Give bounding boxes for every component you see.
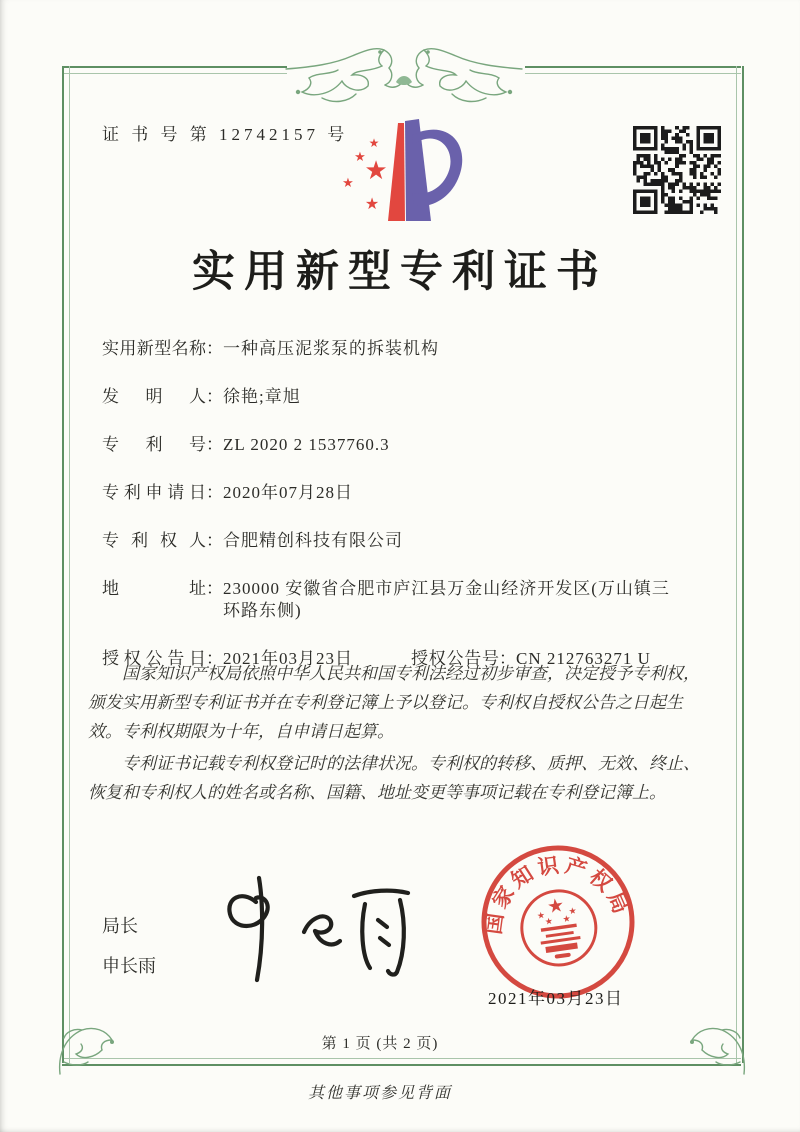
frame-top-right-segment	[525, 66, 741, 74]
field-value: 徐艳;章旭	[223, 387, 301, 406]
field-label: 地址	[102, 579, 206, 598]
grant-row: 授权公告日 ： 2021年03月23日 授权公告号 ： CN 212763271 U	[102, 649, 651, 668]
seal-date: 2021年03月23日	[488, 989, 624, 1008]
cnipa-seal-icon	[478, 842, 638, 1002]
field-row-invention-name: 实用新型名称 ： 一种高压泥浆泵的拆装机构	[102, 339, 439, 358]
director-signature-icon	[212, 868, 422, 988]
field-value: 2020年07月28日	[223, 483, 353, 502]
field-label: 实用新型名称	[102, 339, 206, 358]
fields-block	[102, 338, 722, 670]
svg-text:★: ★	[354, 149, 366, 164]
certificate-title: 实用新型专利证书	[192, 249, 608, 296]
cnipa-logo-icon	[330, 103, 475, 235]
svg-text:★: ★	[544, 915, 554, 927]
field-label: 发明人	[102, 387, 206, 406]
national-emblem-icon	[517, 886, 601, 970]
field-row-patent-number: 专利号 ： ZL 2020 2 1537760.3	[102, 435, 390, 454]
svg-text:★: ★	[364, 156, 388, 185]
field-value: ZL 2020 2 1537760.3	[223, 435, 390, 454]
qr-code	[633, 126, 721, 214]
field-row-patentee: 专利权人 ： 合肥精创科技有限公司	[102, 531, 403, 550]
back-side-note: 其他事项参见背面	[307, 1083, 452, 1102]
field-row-address: 地址 ： 230000 安徽省合肥市庐江县万金山经济开发区(万山镇三环路东侧)	[102, 578, 722, 622]
legal-paragraph-1: 国家知识产权局依照中华人民共和国专利法经过初步审查，决定授予专利权，颁发实用新型专利证书并在专利登记簿上予以登记。专利权自授权公告之日起生效。专利权期限为十年，自申请日起算。	[88, 664, 700, 743]
page-number: 第 1 页 (共 2 页)	[321, 1036, 439, 1052]
svg-text:★: ★	[368, 136, 380, 150]
signer-title: 局长	[102, 916, 138, 936]
svg-text:★: ★	[561, 913, 572, 925]
signer-block	[102, 906, 156, 986]
svg-text:★: ★	[567, 905, 578, 917]
field-row-filing-date: 专利申请日 ： 2020年07月28日	[102, 483, 353, 502]
grant-date-label: 授权公告日	[102, 649, 206, 668]
legal-paragraph-2: 专利证书记载专利权登记时的法律状况。专利权的转移、质押、无效、终止、恢复和专利权人的姓名或名称、国籍、地址变更等事项记载在专利登记簿上。	[88, 753, 700, 803]
grant-date-value: 2021年03月23日	[223, 649, 353, 668]
grant-number-value: CN 212763271 U	[516, 649, 651, 668]
legal-text-block	[88, 660, 716, 810]
certificate-number: 证 书 号 第 12742157 号	[102, 125, 349, 144]
frame-right-line	[736, 66, 744, 1063]
frame-top-left-segment	[62, 66, 287, 74]
svg-text:★: ★	[536, 909, 546, 921]
field-label: 专利权人	[102, 531, 206, 550]
signer-name: 申长雨	[102, 956, 156, 976]
field-row-inventor: 发明人 ： 徐艳;章旭	[102, 387, 301, 406]
field-value: 230000 安徽省合肥市庐江县万金山经济开发区(万山镇三环路东侧)	[223, 579, 670, 620]
field-label: 专利号	[102, 435, 206, 454]
field-value: 一种高压泥浆泵的拆装机构	[223, 339, 439, 358]
grant-number-label: 授权公告号	[411, 649, 499, 668]
svg-text:★: ★	[545, 895, 566, 919]
frame-bottom-line	[62, 1058, 741, 1066]
svg-text:★: ★	[364, 196, 380, 213]
field-value: 合肥精创科技有限公司	[223, 531, 403, 550]
svg-text:★: ★	[342, 175, 354, 190]
field-label: 专利申请日	[102, 483, 206, 502]
seal-text: 国家知识产权局	[481, 852, 635, 936]
frame-left-line	[62, 66, 70, 1063]
